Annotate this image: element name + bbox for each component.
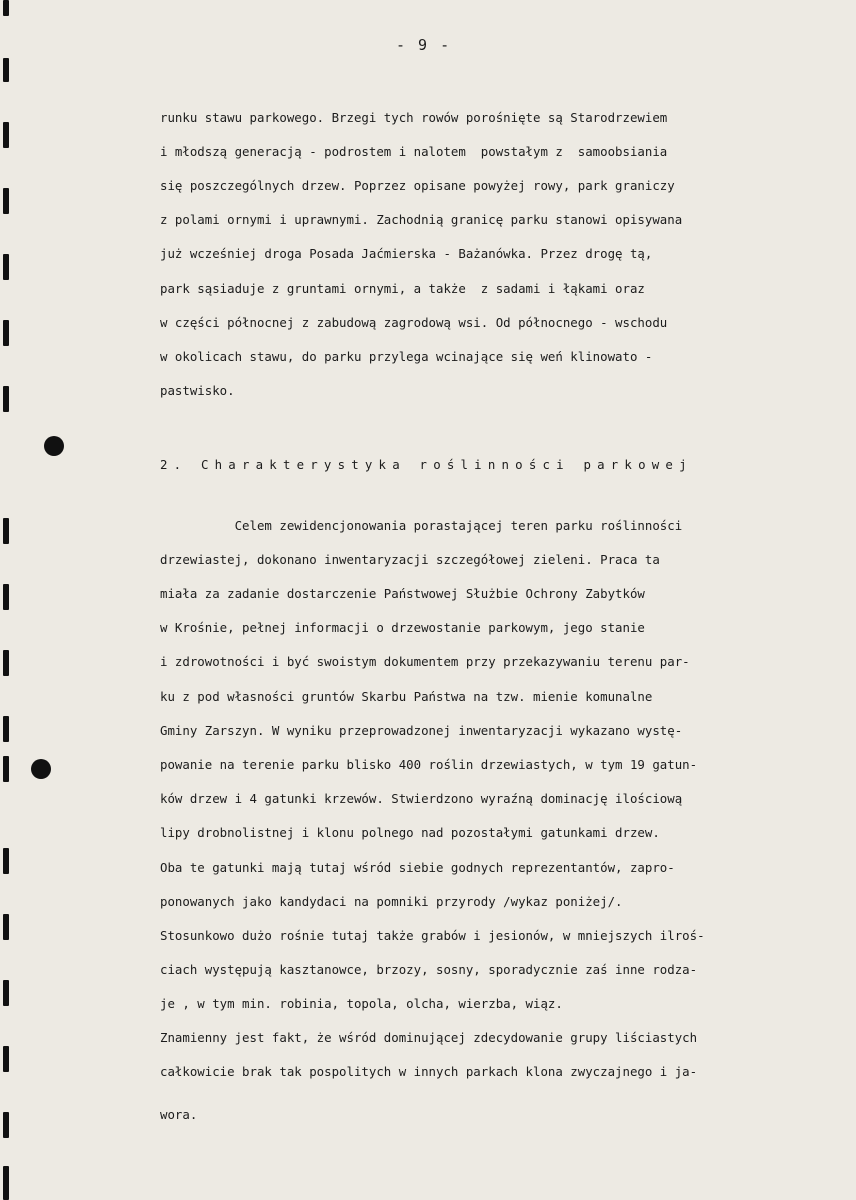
text-line: ponowanych jako kandydaci na pomniki przyrody /wykaz poniżej/. (160, 894, 623, 909)
text-line: w części północnej z zabudową zagrodową wsi. Od północnego - wschodu (160, 315, 668, 330)
text-line: i młodszą generacją - podrostem i nalotem powstałym z samoobsiania (160, 144, 668, 159)
binder-mark (3, 756, 9, 782)
text-line: Gminy Zarszyn. W wyniku przeprowadzonej inwentaryzacji wykazano wystę- (160, 723, 683, 738)
text-line: ciach występują kasztanowce, brzozy, sosny, sporadycznie zaś inne rodza- (160, 962, 698, 977)
text-line: pastwisko. (160, 383, 235, 398)
binder-mark (3, 650, 9, 676)
binder-mark (3, 914, 9, 940)
binder-mark (3, 1166, 9, 1200)
binder-mark (3, 1112, 9, 1138)
text-line: ków drzew i 4 gatunki krzewów. Stwierdzono wyraźną dominację ilościową (160, 791, 683, 806)
punch-hole (31, 759, 51, 779)
text-line: park sąsiaduje z gruntami ornymi, a także z sadami i łąkami oraz (160, 281, 645, 296)
binder-mark (3, 122, 9, 148)
binder-mark (3, 980, 9, 1006)
text-line: się poszczególnych drzew. Poprzez opisane powyżej rowy, park graniczy (160, 178, 675, 193)
text-line: całkowicie brak tak pospolitych w innych parkach klona zwyczajnego i ja- (160, 1064, 698, 1079)
text-line: z polami ornymi i uprawnymi. Zachodnią granicę parku stanowi opisywana (160, 212, 683, 227)
text-line: wora. (160, 1107, 198, 1122)
page-number: - 9 - (396, 36, 452, 54)
binder-mark (3, 58, 9, 82)
text-line: w okolicach stawu, do parku przylega wcinające się weń klinowato - (160, 349, 653, 364)
binder-mark (3, 188, 9, 214)
punch-hole (44, 436, 64, 456)
binder-mark (3, 848, 9, 874)
text-line: je , w tym min. robinia, topola, olcha, wierzba, wiąz. (160, 996, 563, 1011)
binder-mark (3, 320, 9, 346)
text-line: ku z pod własności gruntów Skarbu Państwa na tzw. mienie komunalne (160, 689, 653, 704)
text-line: Znamienny jest fakt, że wśród dominującej zdecydowanie grupy liściastych (160, 1030, 698, 1045)
text-line: i zdrowotności i być swoistym dokumentem przy przekazywaniu terenu par- (160, 654, 690, 669)
text-line: miała za zadanie dostarczenie Państwowej Służbie Ochrony Zabytków (160, 586, 645, 601)
binder-mark (3, 386, 9, 412)
binder-mark (3, 518, 9, 544)
binder-mark (3, 0, 9, 16)
text-line: lipy drobnolistnej i klonu polnego nad pozostałymi gatunkami drzew. (160, 825, 660, 840)
text-line: powanie na terenie parku blisko 400 roślin drzewiastych, w tym 19 gatun- (160, 757, 698, 772)
text-line: Celem zewidencjonowania porastającej teren parku roślinności (160, 518, 683, 533)
text-line: drzewiastej, dokonano inwentaryzacji szczegółowej zieleni. Praca ta (160, 552, 660, 567)
text-line: Stosunkowo dużo rośnie tutaj także grabów i jesionów, w mniejszych ilroś- (160, 928, 705, 943)
text-line: już wcześniej droga Posada Jaćmierska - Bażanówka. Przez drogę tą, (160, 246, 653, 261)
binder-mark (3, 584, 9, 610)
binder-mark (3, 1046, 9, 1072)
binder-mark (3, 716, 9, 742)
text-line: runku stawu parkowego. Brzegi tych rowów porośnięte są Starodrzewiem (160, 110, 668, 125)
binder-mark (3, 254, 9, 280)
section-heading: 2. Charakterystyka roślinności parkowej (160, 457, 693, 472)
text-line: w Krośnie, pełnej informacji o drzewostanie parkowym, jego stanie (160, 620, 645, 635)
text-line: Oba te gatunki mają tutaj wśród siebie godnych reprezentantów, zapro- (160, 860, 675, 875)
